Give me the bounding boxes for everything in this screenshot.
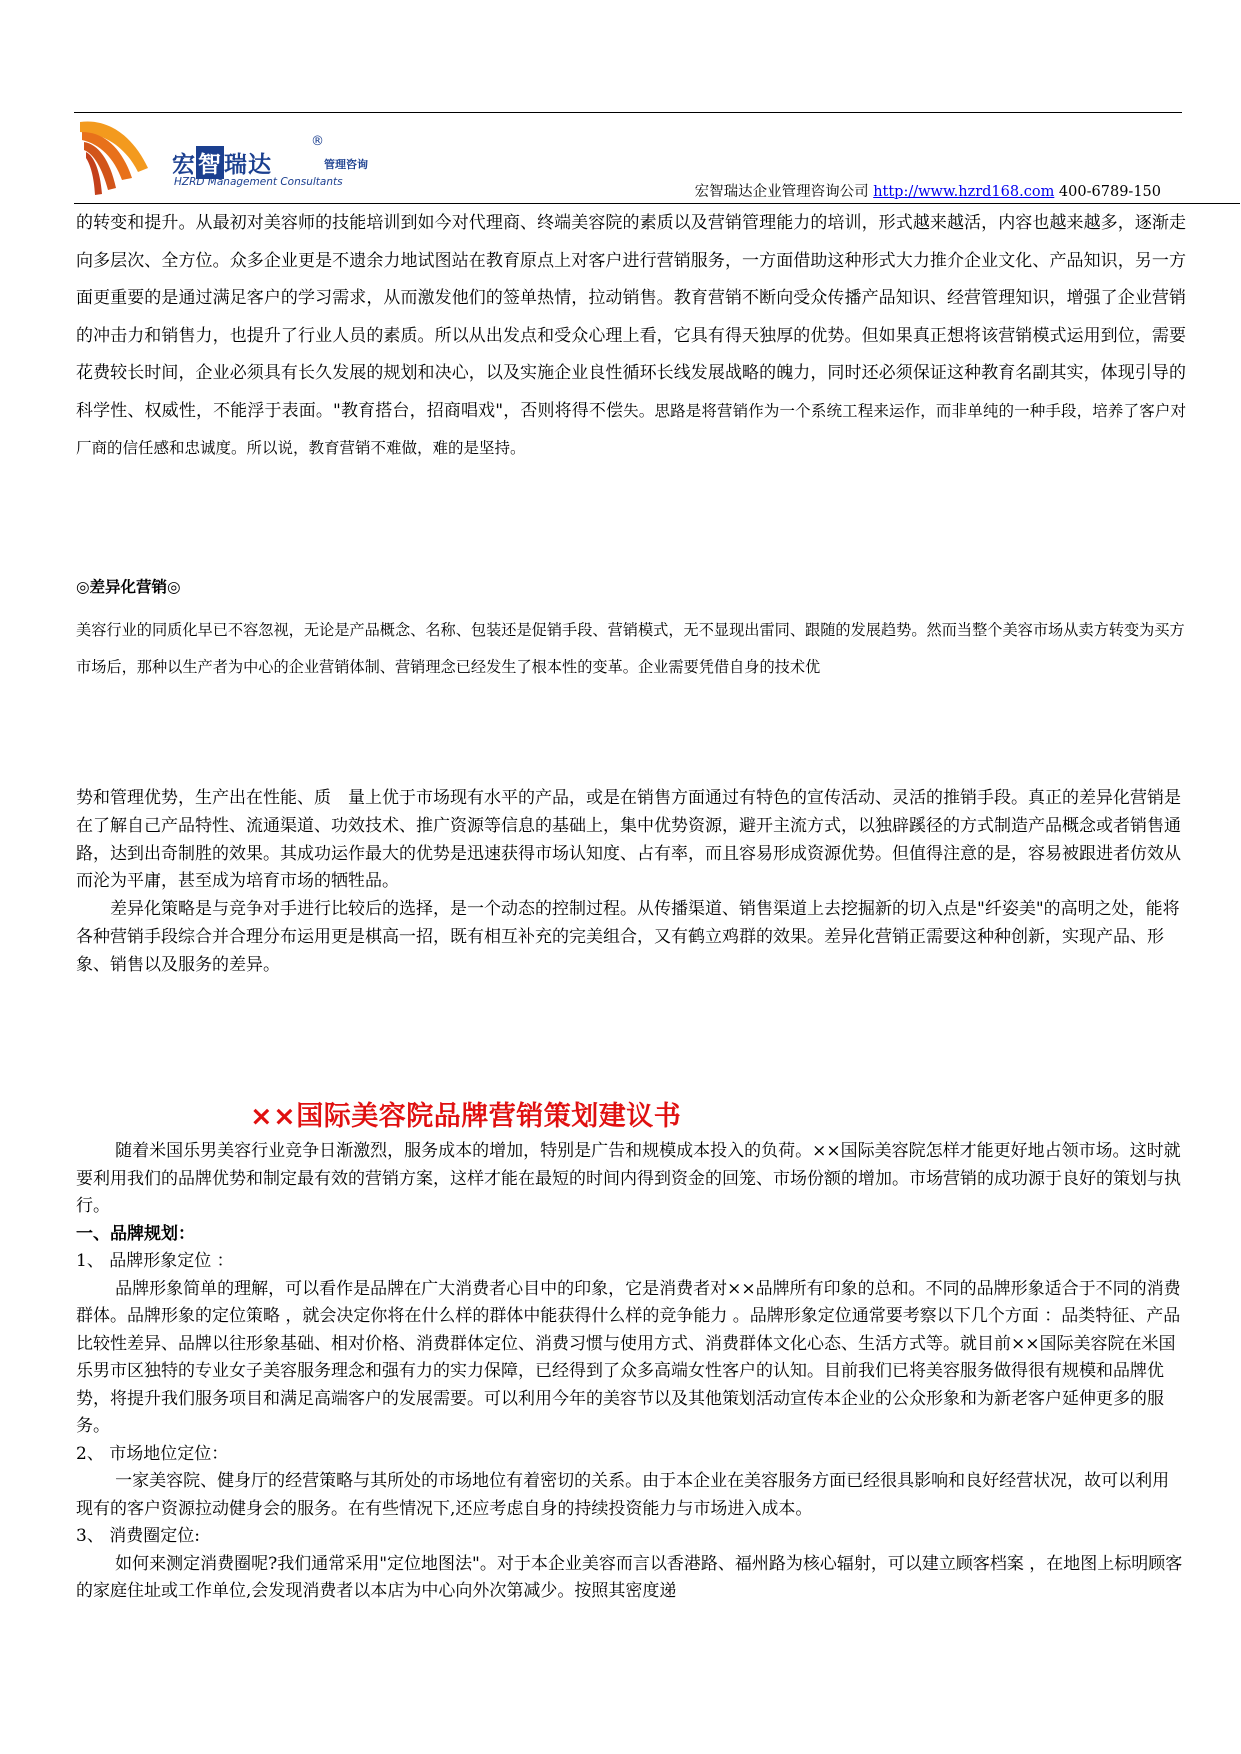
logo-name: 宏智瑞达 xyxy=(172,146,272,179)
paragraph-text-small: 失。思路是将营销作为一个系统工程来运作，而非单纯的一种手段，培养了客户对厂商的信任感和忠诚度。所以说，教育营销不难做，难的是坚持。 xyxy=(76,401,1186,457)
header-company-info xyxy=(695,180,1161,201)
header-bottom-rule xyxy=(74,203,1240,204)
subheading-market-position: 2、 市场地位定位： xyxy=(76,1443,229,1464)
paragraph-education-marketing xyxy=(76,205,1186,468)
paragraph-text: 的转变和提升。从最初对美容师的技能培训到如今对代理商、终端美容院的素质以及营销管理能力的培训，形式越来越活，内容也越来越多，逐渐走向多层次、全方位。众多企业更是不遗余力地试图站在教育原点上对客户进行营销服务，一方面借助这种形式大力推介企业文化、产品知识，另一方面更重要的是通过满足客户的学习需求，从而激发他们的签单热情，拉动销售。教育营销不断向受众传播产品知识、经营管理知识，增强了企业营销的冲击力和销售力，也提升了行业人员的素质。所以从出发点和受众心理上看，它具有得天独厚的优势。但如果真正想将该营销模式运用到位，需要花费较长时间，企业必须具有长久发展的规划和决心，以及实施企业良性循环长线发展战略的魄力，同时还必须保证这种教育名副其实，体现引导的科学性、权威性，不能浮于表面。"教育搭台，招商唱戏"，否则将得不偿 xyxy=(76,213,1186,421)
intro-paragraph: 随着米国乐男美容行业竞争日渐激烈，服务成本的增加，特别是广告和规模成本投入的负荷。××国际美容院怎样才能更好地占领市场。这时就要利用我们的品牌优势和制定最有效的营销方案，这样才能在最短的时间内得到资金的回笼、市场份额的增加。市场营销的成功源于良好的策划与执行。 xyxy=(76,1141,1181,1216)
subheading-brand-image: 1、 品牌形象定位 ： xyxy=(76,1251,234,1271)
company-name: 宏智瑞达企业管理咨询公司 xyxy=(694,184,874,200)
logo-english-name: HZRD Management Consultants xyxy=(174,176,343,188)
paragraph-differentiation-intro: 美容行业的同质化早已不容忽视，无论是产品概念、名称、包装还是促销手段、营销模式，无不显现出雷同、跟随的发展趋势。然而当整个美容市场从卖方转变为买方市场后，那种以生产者为中心的企业营销体制、营销理念已经发生了根本性的变革。企业需要凭借自身的技术优 xyxy=(76,621,1185,676)
company-phone: 400-6789-150 xyxy=(1054,184,1161,200)
paragraph-text: 势和管理优势，生产出在性能、质 量上优于市场现有水平的产品，或是在销售方面通过有特色的宣传活动、灵活的推销手段。真正的差异化营销是在了解自己产品特性、流通渠道、功效技术、推广资源等信息的基础上，集中优势资源，避开主流方式，以独辟蹊径的方式制造产品概念或者销售通路，达到出奇制胜的效果。其成功运作最大的优势是迅速获得市场认知度、占有率，而且容易形成资源优势。但值得注意的是，容易被跟进者仿效从而沦为平庸，甚至成为培育市场的牺牲品。 xyxy=(76,788,1181,892)
paragraph-market-position: 一家美容院、健身厅的经营策略与其所处的市场地位有着密切的关系。由于本企业在美容服务方面已经很具影响和良好经营状况，故可以利用现有的客户资源拉动健身会的服务。在有些情况下,还应考虑自身的持续投资能力与市场进入成本。 xyxy=(76,1471,1170,1519)
company-url-link[interactable]: http://www.hzrd168.com xyxy=(873,184,1055,200)
registered-mark: ® xyxy=(311,134,324,149)
section-heading: ◎差异化营销◎ xyxy=(76,578,181,596)
document-title: ××国际美容院品牌营销策划建议书 xyxy=(250,1101,682,1132)
paragraph-text: 差异化策略是与竞争对手进行比较后的选择，是一个动态的控制过程。从传播渠道、销售渠道上去挖掘新的切入点是"纤姿美"的高明之处，能将各种营销手段综合并合理分布运用更是棋高一招，既有相互补充的完美组合，又有鹤立鸡群的效果。差异化营销正需要这种种创新，实现产品、形象、销售以及服务的差异。 xyxy=(76,899,1180,975)
company-logo xyxy=(78,118,398,202)
logo-tagline: 管理咨询 xyxy=(324,158,368,171)
subheading-consumer-circle: 3、 消费圈定位: xyxy=(76,1526,200,1546)
proposal-body xyxy=(76,1138,1186,1606)
heading-brand-planning: 一、品牌规划： xyxy=(76,1223,195,1244)
header-top-rule xyxy=(74,112,1182,113)
logo-swoosh-icon xyxy=(78,118,168,202)
paragraph-brand-image: 品牌形象简单的理解，可以看作是品牌在广大消费者心目中的印象，它是消费者对××品牌所有印象的总和。不同的品牌形象适合于不同的消费群体。品牌形象的定位策略 ，就会决定你将在什么样的群体中能获得什么样的竞争能力 。品牌形象定位通常要考察以下几个方面 ：品类特征、产品比较性差异、品牌以往形象基础、相对价格、消费群体定位、消费习惯与使用方式、消费群体文化心态、生活方式等。就目前××国际美容院在米国乐男市区独特的专业女子美容服务理念和强有力的实力保障，已经得到了众多高端女性客户的认知。目前我们已将美容服务做得很有规模和品牌优势，将提升我们服务项目和满足高端客户的发展需要。可以利用今年的美容节以及其他策划活动宣传本企业的公众形象和为新老客户延伸更多的服务。 xyxy=(76,1278,1181,1436)
paragraph-consumer-circle: 如何来测定消费圈呢?我们通常采用"定位地图法"。对于本企业美容而言以香港路、福州路为核心辐射，可以建立顾客档案 ，在地图上标明顾客的家庭住址或工作单位,会发现消费者以本店为中心向外次第减少。按照其密度递 xyxy=(76,1553,1183,1601)
paragraph-differentiation-body xyxy=(76,785,1186,980)
